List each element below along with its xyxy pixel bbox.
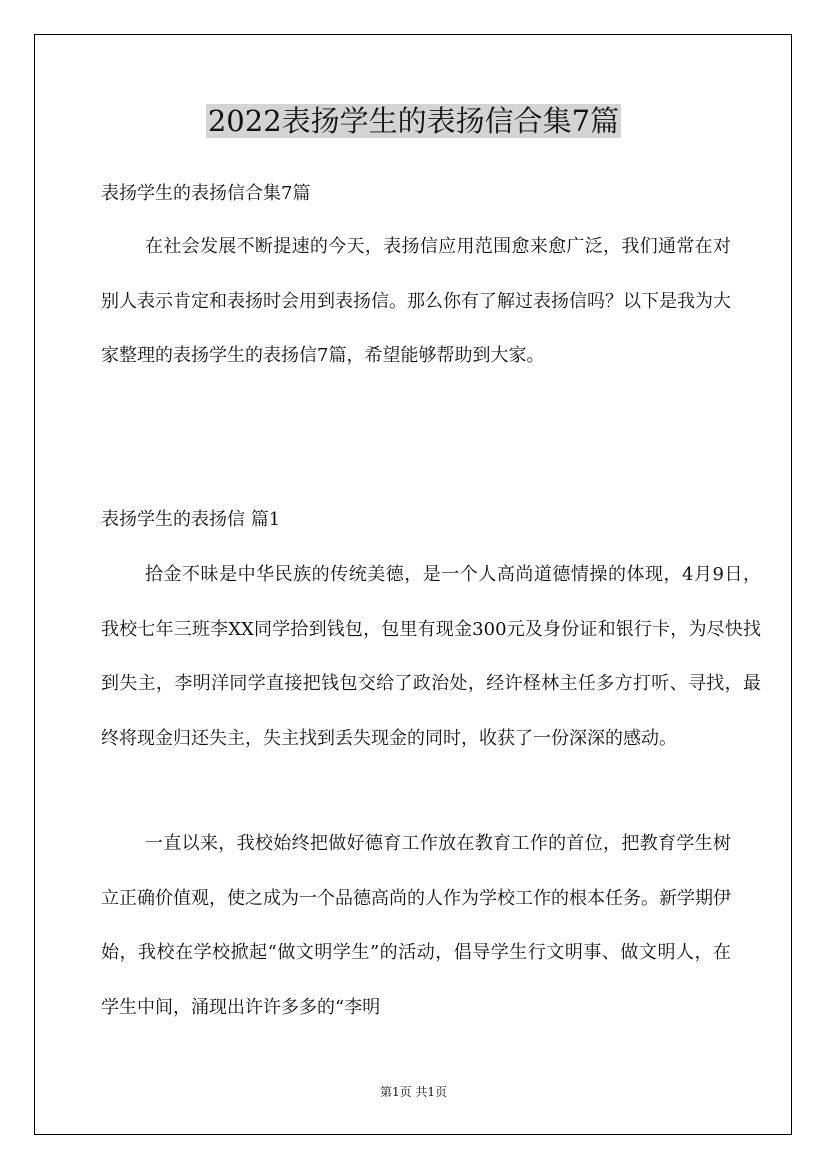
section-paragraph: 拾金不昧是中华民族的传统美德，是一个人高尚道德情操的体现，4月9日，我校七年三班李XX同学拾到钱包，包里有现金300元及身份证和银行卡，为尽快找到失主，李明洋同学直接把钱包交给了政治处，经许柽林主任多方打听、寻找，最终将现金归还失主，失主找到丢失现金的同时，收获了一份深深的感动。 <box>101 564 761 749</box>
document-title-text: 2022表扬学生的表扬信合集7篇 <box>207 104 620 138</box>
intro-paragraph: 在社会发展不断提速的今天，表扬信应用范围愈来愈广泛，我们通常在对别人表示肯定和表扬时会用到表扬信。那么你有了解过表扬信吗？以下是我为大家整理的表扬学生的表扬信7篇，希望能够帮助到大家。 <box>101 236 731 366</box>
document-title <box>0 100 827 142</box>
section-heading: 表扬学生的表扬信 篇1 <box>101 509 281 530</box>
page-number-footer: 第1页 共1页 <box>379 1085 448 1099</box>
section-paragraph: 一直以来，我校始终把做好德育工作放在教育工作的首位，把教育学生树立正确价值观，使之成为一个品德高尚的人作为学校工作的根本任务。新学期伊始，我校在学校掀起“做文明学生”的活动，倡导学生行文明事、做文明人，在学生中间，涌现出许许多多的“李明 <box>101 833 731 1018</box>
document-subtitle: 表扬学生的表扬信合集7篇 <box>101 183 311 204</box>
